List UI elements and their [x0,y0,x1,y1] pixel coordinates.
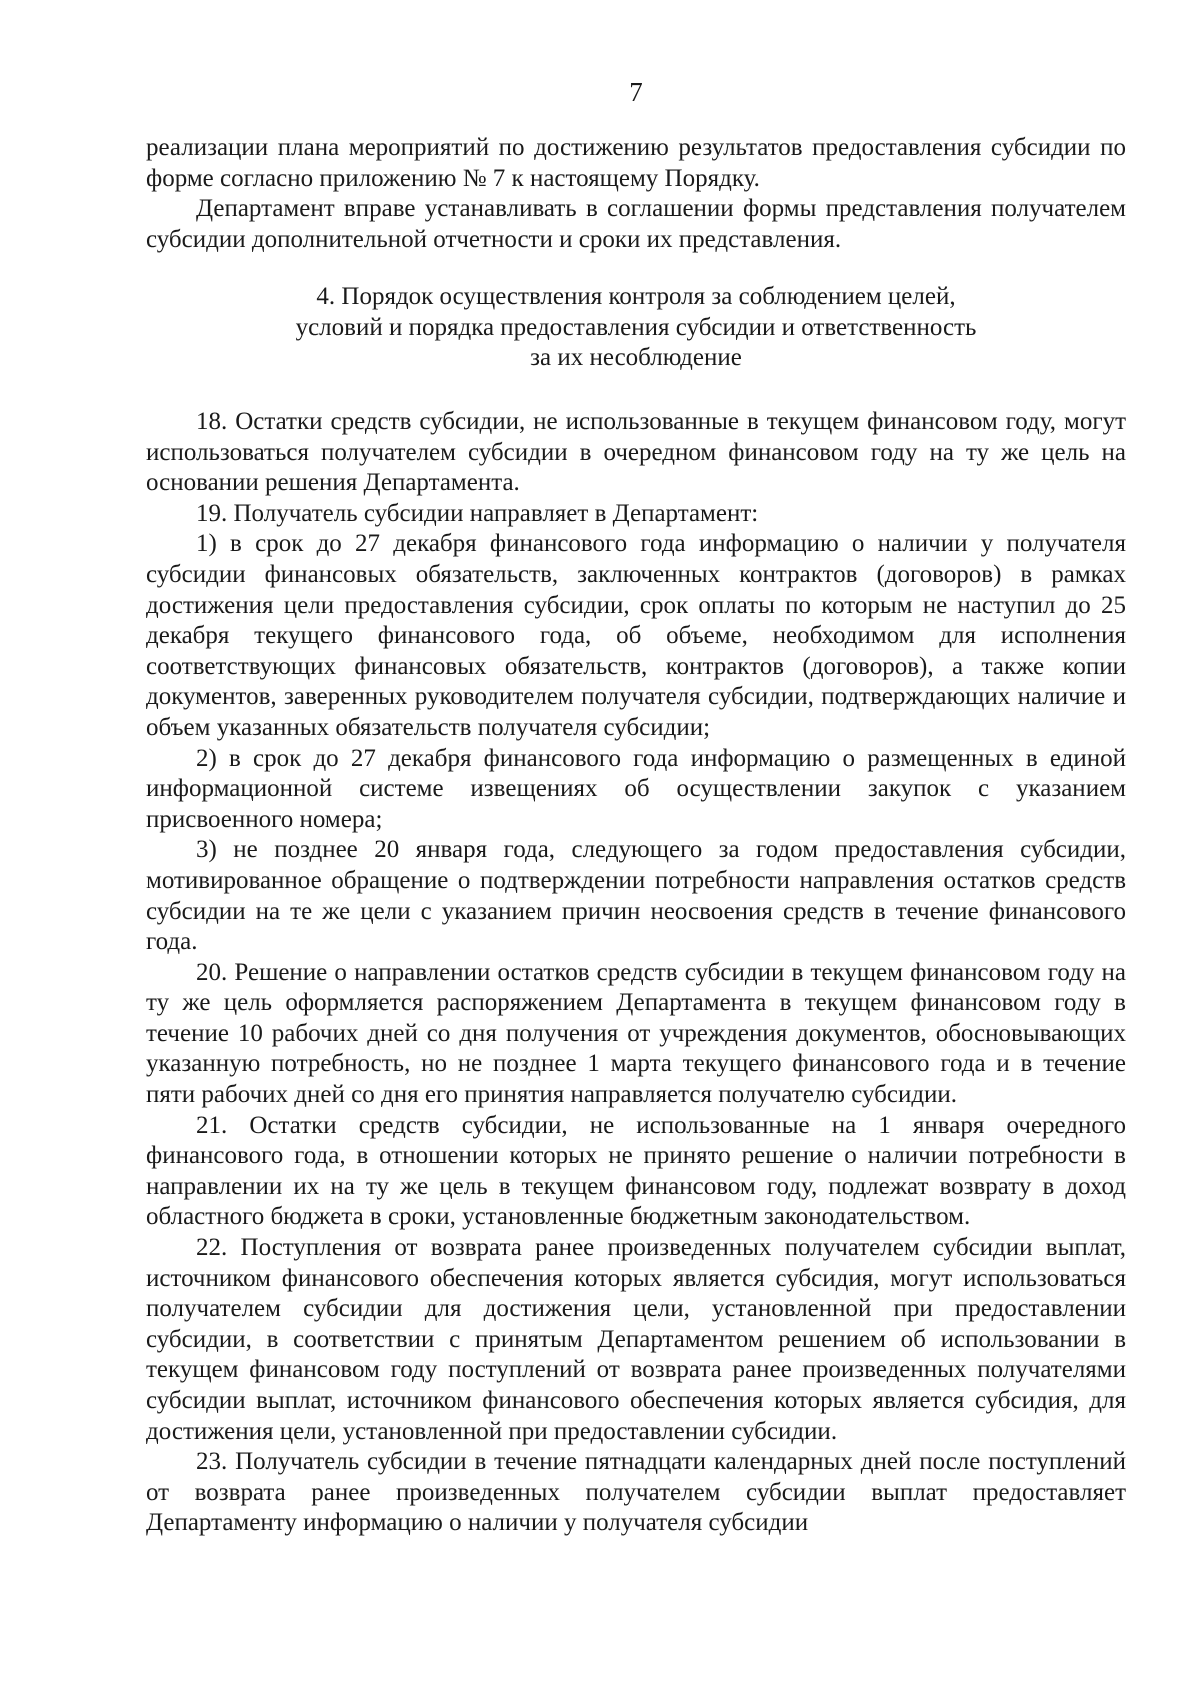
intro-block [146,133,1126,255]
section-heading [146,282,1126,374]
page-number: 7 [629,77,643,107]
paragraph-18: 18. Остатки средств субсидии, не использованные в текущем финансовом году, могут использоваться получателем субсидии в очередном финансовом году на ту же цель на основании решения Департамента. [146,408,1126,497]
paragraph-21: 21. Остатки средств субсидии, не использованные на 1 января очередного финансового года, в отношении которых не принято решение о наличии потребности в направлении их на ту же цель в текущем финансовом году, подлежат возврату в доход областного бюджета в сроки, установленные бюджетным законодательством. [146,1111,1126,1231]
paragraph-22: 22. Поступления от возврата ранее произведенных получателем субсидии выплат, источником финансового обеспечения которых является субсидия, могут использоваться получателем субсидии для достижения цели, установленной при предоставлении субсидии, в соответствии с принятым Департаментом решением об использовании в текущем финансовом году поступлений от возврата ранее произведенных получателями субсидии выплат, источником финансового обеспечения которых является субсидия, для достижения цели, установленной при предоставлении субсидии. [146,1234,1126,1445]
paragraph-19-item-1: 1) в срок до 27 декабря финансового года информацию о наличии у получателя субсидии финансовых обязательств, заключенных контрактов (договоров) в рамках достижения цели предоставления субсидии, срок оплаты по которым не наступил до 25 декабря текущего финансового года, об объеме, необходимом для исполнения соответствующих финансовых обязательств, контрактов (договоров), а также копии документов, заверенных руководителем получателя субсидии, подтверждающих наличие и объем указанных обязательств получателя субсидии; [146,530,1126,741]
section-heading-line1: 4. Порядок осуществления контроля за соблюдением целей, [316,283,956,310]
paragraph-23: 23. Получатель субсидии в течение пятнадцати календарных дней после поступлений от возврата ранее произведенных получателем субсидии выплат предоставляет Департаменту информацию о наличии у получателя субсидии [146,1448,1126,1537]
section-heading-line2: условий и порядка предоставления субсидии и ответственность [295,313,977,341]
paragraph-19-item-2: 2) в срок до 27 декабря финансового года информацию о размещенных в единой информационной системе извещениях об осуществлении закупок с указанием присвоенного номера; [146,744,1126,833]
paragraph-19-item-3: 3) не позднее 20 января года, следующего за годом предоставления субсидии, мотивированное обращение о подтверждении потребности направления остатков средств субсидии на те же цели с указанием причин неосвоения средств в течение финансового года. [146,836,1126,956]
paragraph-19: 19. Получатель субсидии направляет в Департамент: [196,499,759,527]
paragraph-20: 20. Решение о направлении остатков средств субсидии в текущем финансовом году на ту же цель оформляется распоряжением Департамента в текущем финансовом году в течение 10 рабочих дней со дня получения от учреждения документов, обосновывающих указанную потребность, но не позднее 1 марта текущего финансового года и в течение пяти рабочих дней со дня его принятия направляется получателю субсидии. [146,958,1126,1109]
main-text [146,407,1126,1539]
continuation-paragraph: реализации плана мероприятий по достижению результатов предоставления субсидии по форме согласно приложению № 7 к настоящему Порядку. [146,134,1126,192]
department-paragraph: Департамент вправе устанавливать в соглашении формы представления получателем субсидии дополнительной отчетности и сроки их представления. [146,195,1126,253]
section-heading-line3: за их несоблюдение [530,344,742,372]
